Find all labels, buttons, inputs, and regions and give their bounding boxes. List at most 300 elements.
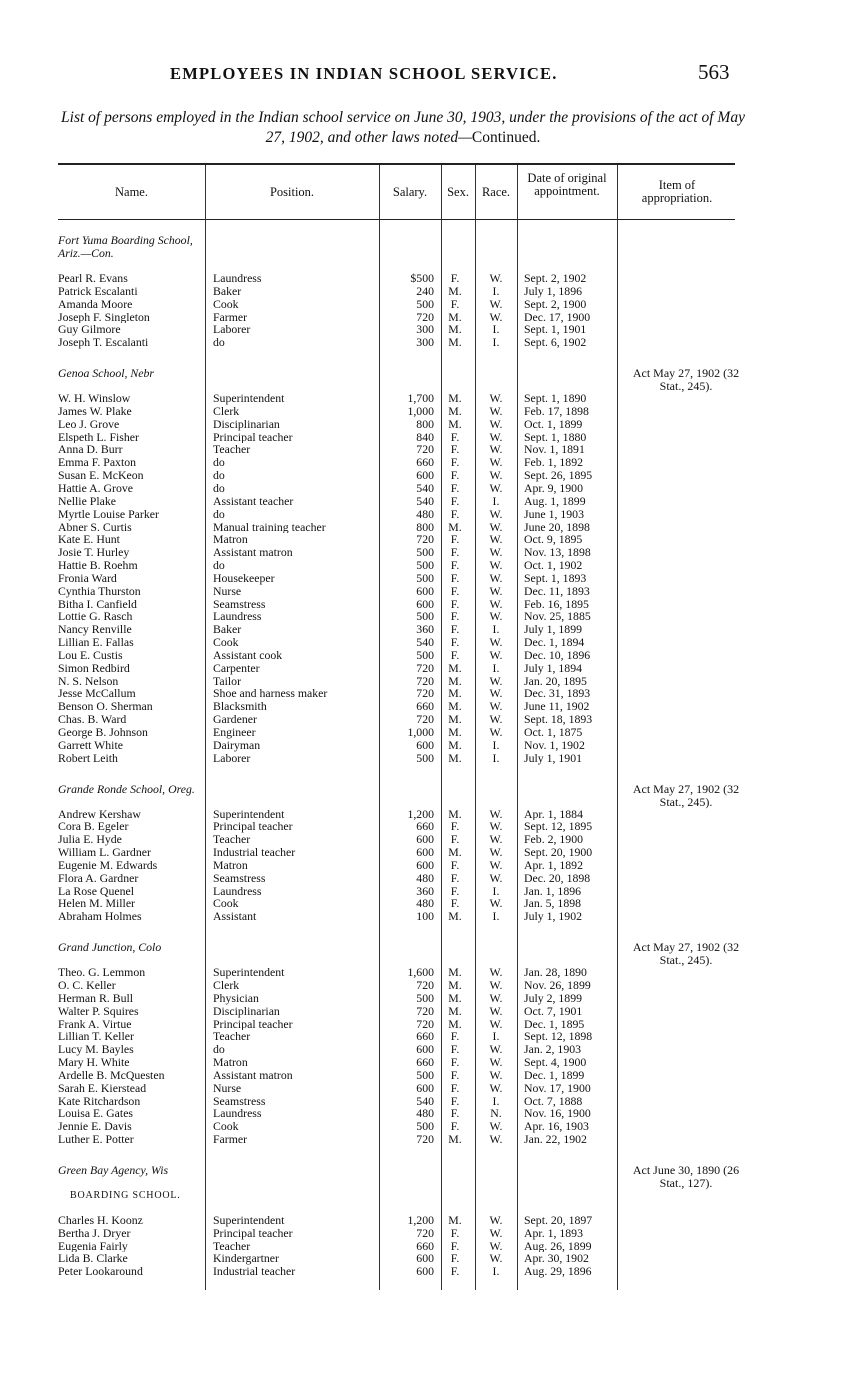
employee-salary: 540 [416,1094,434,1108]
table-row [58,992,748,1005]
section-heading [58,940,748,968]
employee-race: W. [489,674,503,688]
employee-position: Nurse [213,584,242,598]
employee-race: W. [489,520,503,534]
appointment-date: July 1, 1901 [524,751,583,765]
employee-name: La Rose Quenel [58,884,135,898]
employee-sex: F. [450,1081,460,1095]
employee-position: do [213,469,225,482]
appointment-date: July 2, 1899 [524,991,583,1005]
employee-sex: F. [450,610,460,624]
employee-race: W. [489,871,503,885]
column-header-item: Item of appropriation. [641,178,713,205]
column-header-race: Race. [481,185,511,199]
appointment-date: Oct. 7, 1888 [524,1094,583,1108]
table-row [58,392,748,405]
employee-salary: 300 [416,336,434,350]
employee-salary: 720 [416,978,434,992]
table-row [58,623,748,636]
employee-position: Laundress [213,884,262,898]
employee-salary: 1,200 [407,807,434,821]
table-row [58,1240,748,1253]
table-row [58,311,748,324]
employee-sex: F. [450,1068,460,1082]
employee-name: Simon Redbird [58,661,130,675]
employee-sex: F. [450,1043,460,1057]
employee-name: Eugenie M. Edwards [58,858,158,872]
appointment-date: Apr. 16, 1903 [524,1120,589,1134]
table-row [58,456,748,469]
employee-name: Fronia Ward [58,571,117,585]
employee-sex: F. [450,1094,460,1108]
employee-race: I. [492,738,500,752]
employee-position: Disciplinarian [213,1004,280,1018]
employee-salary: 660 [416,1030,434,1044]
employee-name: Frank A. Virtue [58,1017,132,1031]
appointment-date: Nov. 16, 1900 [524,1107,591,1121]
table-row [58,979,748,992]
appointment-date: Dec. 31, 1893 [524,687,591,701]
table-row [58,508,748,521]
employee-salary: 1,000 [407,404,434,418]
employee-race: W. [489,858,503,872]
employee-race: W. [489,597,503,611]
employee-position: Cook [213,897,239,911]
table-row [58,443,748,456]
employee-name: Susan E. McKeon [58,469,144,482]
section-title: Grand Junction, Colo [58,940,162,955]
employee-race: W. [489,481,503,495]
employee-race: W. [489,272,503,285]
section-title: Green Bay Agency, Wis [58,1162,169,1177]
column-header-date: Date of original appointment. [527,171,607,198]
employee-position: Matron [213,1056,248,1069]
employee-salary: 480 [416,1107,434,1121]
appointment-date: Sept. 1, 1901 [524,323,587,337]
employee-position: do [213,456,225,470]
appointment-date: Sept. 12, 1898 [524,1030,593,1044]
employee-name: Herman R. Bull [58,991,134,1005]
appointment-date: Nov. 13, 1898 [524,546,591,560]
employee-salary: 600 [416,1265,434,1279]
employee-salary: 500 [416,610,434,624]
employee-name: Hattie B. Roehm [58,559,138,572]
employee-salary: 1,600 [407,966,434,979]
employee-position: Housekeeper [213,571,275,585]
employee-sex: M. [448,991,462,1005]
column-header-sex: Sex. [447,185,469,199]
employee-salary: 100 [416,910,434,924]
employee-position: Clerk [213,978,240,992]
employee-name: Nellie Plake [58,494,116,508]
employee-race: I. [492,751,500,765]
employee-name: Walter P. Squires [58,1004,139,1018]
employee-sex: M. [448,392,462,405]
employee-salary: 600 [416,469,434,482]
employee-position: Manual training teacher [213,520,326,534]
employee-name: Robert Leith [58,751,118,765]
appointment-date: Jan. 2, 1903 [524,1043,582,1057]
employee-name: Jennie E. Davis [58,1120,132,1134]
appointment-date: July 1, 1899 [524,623,583,637]
employee-name: Lou E. Custis [58,648,123,662]
employee-name: Sarah E. Kierstead [58,1081,147,1095]
employee-salary: 720 [416,1133,434,1146]
employee-race: W. [489,846,503,859]
employee-salary: 720 [416,713,434,726]
employee-salary: 500 [416,559,434,572]
table-row [58,1107,748,1120]
employee-position: Assistant teacher [213,494,294,508]
employee-sex: F. [450,481,460,495]
appointment-date: Sept. 18, 1893 [524,713,593,726]
appointment-date: Feb. 1, 1892 [524,456,583,470]
employee-race: W. [489,533,503,547]
section-title: Fort Yuma Boarding School, Ariz.—Con. [58,233,193,260]
appointment-date: Oct. 9, 1895 [524,533,583,547]
employee-name: Flora A. Gardner [58,871,139,885]
employee-salary: 660 [416,820,434,834]
employee-salary: 600 [416,597,434,611]
employee-name: Lillian E. Fallas [58,636,134,649]
table-row [58,636,748,649]
employee-race: I. [492,1094,500,1108]
table-row [58,272,748,285]
employee-name: Hattie A. Grove [58,481,134,495]
table-row [58,859,748,872]
appointment-date: Nov. 1, 1891 [524,443,585,457]
employee-race: W. [489,1004,503,1018]
table-row [58,872,748,885]
appointment-date: Jan. 22, 1902 [524,1133,587,1146]
employee-sex: M. [448,726,462,739]
appointment-date: Sept. 2, 1900 [524,297,587,311]
employee-position: Seamstress [213,597,266,611]
employee-salary: 600 [416,846,434,859]
employee-position: Teacher [213,1030,251,1044]
employee-table [58,234,748,1278]
table-row [58,1265,748,1278]
employee-sex: F. [450,884,460,898]
section-title: Grande Ronde School, Oreg. [58,781,195,796]
employee-position: Dairyman [213,738,261,752]
employee-salary: 720 [416,533,434,547]
appointment-date: Nov. 25, 1885 [524,610,591,624]
section-gap [58,260,748,272]
table-row [58,726,748,739]
appointment-date: Sept. 12, 1895 [524,820,593,834]
table-row [58,585,748,598]
employee-name: Bitha I. Canfield [58,597,137,611]
employee-salary: 800 [416,520,434,534]
employee-race: W. [489,507,503,521]
table-row [58,713,748,726]
employee-sex: M. [448,417,462,431]
employee-sex: F. [450,636,460,649]
appointment-date: Sept. 1, 1893 [524,571,587,585]
employee-name: Theo. G. Lemmon [58,966,146,979]
employee-salary: 240 [416,284,434,298]
employee-salary: 360 [416,623,434,637]
employee-position: Seamstress [213,1094,266,1108]
section-heading [58,234,748,260]
employee-sex: F. [450,571,460,585]
section-title: Genoa School, Nebr [58,366,154,381]
employee-name: Eugenia Fairly [58,1239,128,1253]
employee-race: W. [489,404,503,418]
employee-position: Cook [213,1120,239,1134]
employee-position: Assistant cook [213,648,283,662]
appointment-date: June 20, 1898 [524,520,590,534]
appointment-date: Apr. 1, 1893 [524,1226,583,1240]
employee-race: W. [489,443,503,457]
employee-position: do [213,559,225,572]
appointment-date: Sept. 1, 1890 [524,392,587,405]
appropriation-note: Act May 27, 1902 (32 Stat., 245). [632,781,740,809]
employee-salary: 540 [416,481,434,495]
table-row [58,1214,748,1227]
appointment-date: Sept. 20, 1900 [524,846,593,859]
appointment-date: Jan. 1, 1896 [524,884,582,898]
employee-position: Teacher [213,443,251,457]
employee-name: O. C. Keller [58,978,116,992]
appointment-date: Aug. 29, 1896 [524,1265,592,1279]
column-header-position: Position. [269,185,315,199]
table-row [58,910,748,923]
employee-position: Assistant matron [213,1068,293,1082]
table-row [58,298,748,311]
table-row [58,533,748,546]
employee-race: I. [492,1030,500,1044]
employee-position: Laundress [213,1107,262,1121]
employee-sex: F. [450,897,460,911]
table-header-rule [58,219,735,220]
table-row [58,482,748,495]
employee-position: Industrial teacher [213,1265,296,1279]
employee-name: Kate Ritchardson [58,1094,141,1108]
employee-race: W. [489,392,503,405]
employee-sex: M. [448,336,462,350]
section-gap [58,923,748,941]
table-row [58,1082,748,1095]
table-row [58,546,748,559]
table-row [58,610,748,623]
appointment-date: Sept. 4, 1900 [524,1056,587,1069]
employee-salary: 480 [416,507,434,521]
table-row [58,675,748,688]
employee-name: Guy Gilmore [58,323,121,337]
employee-sex: F. [450,833,460,847]
table-row [58,820,748,833]
intro-continued: Continued. [471,129,541,146]
employee-race: I. [492,336,500,350]
employee-position: Farmer [213,1133,248,1146]
employee-sex: M. [448,674,462,688]
employee-race: W. [489,1043,503,1057]
employee-race: W. [489,310,503,324]
employee-position: Principal teacher [213,430,293,444]
employee-salary: 1,200 [407,1213,434,1227]
appointment-date: Oct. 1, 1899 [524,417,583,431]
employee-sex: M. [448,1133,462,1146]
appointment-date: June 11, 1902 [524,700,590,714]
employee-name: George B. Johnson [58,726,148,739]
employee-sex: F. [450,1107,460,1121]
employee-position: Principal teacher [213,1017,293,1031]
employee-race: W. [489,1213,503,1227]
employee-salary: 600 [416,858,434,872]
table-row [58,966,748,979]
table-row [58,833,748,846]
employee-race: W. [489,417,503,431]
table-row [58,1252,748,1265]
employee-position: Industrial teacher [213,846,296,859]
employee-salary: 720 [416,674,434,688]
employee-sex: F. [450,507,460,521]
section-heading [58,366,748,394]
employee-sex: M. [448,966,462,979]
employee-name: Julia E. Hyde [58,833,122,847]
employee-salary: 360 [416,884,434,898]
employee-salary: 720 [416,310,434,324]
appropriation-note: Act May 27, 1902 (32 Stat., 245). [632,366,740,394]
appointment-date: Dec. 11, 1893 [524,584,590,598]
employee-salary: 500 [416,1120,434,1134]
employee-position: Laborer [213,323,251,337]
employee-sex: F. [450,443,460,457]
employee-name: Lillian T. Keller [58,1030,134,1044]
employee-sex: F. [450,533,460,547]
table-row [58,752,748,765]
table-row [58,897,748,910]
employee-position: Superintendent [213,1213,285,1227]
employee-position: do [213,481,225,495]
employee-race: W. [489,1120,503,1134]
employee-name: Cora B. Egeler [58,820,129,834]
employee-sex: F. [450,584,460,598]
employee-position: Principal teacher [213,1226,293,1240]
section-heading [58,1162,748,1190]
table-row [58,469,748,482]
employee-sex: F. [450,1030,460,1044]
employee-salary: 500 [416,751,434,765]
employee-race: W. [489,546,503,560]
employee-salary: 800 [416,417,434,431]
employee-race: I. [492,884,500,898]
employee-sex: M. [448,1004,462,1018]
appointment-date: Dec. 20, 1898 [524,871,591,885]
employee-position: do [213,507,225,521]
appointment-date: Feb. 16, 1895 [524,597,589,611]
appointment-date: Oct. 1, 1875 [524,726,583,739]
employee-name: Benson O. Sherman [58,700,153,714]
employee-name: Jesse McCallum [58,687,136,701]
employee-salary: 500 [416,991,434,1005]
employee-position: Engineer [213,726,256,739]
table-row [58,808,748,821]
employee-sex: F. [450,272,460,285]
employee-race: W. [489,297,503,311]
employee-name: Luther E. Potter [58,1133,134,1146]
section-subtitle: BOARDING SCHOOL. [70,1189,181,1201]
employee-race: W. [489,1226,503,1240]
table-row [58,1120,748,1133]
employee-sex: F. [450,469,460,482]
employee-salary: 660 [416,700,434,714]
table-row [58,285,748,298]
appointment-date: Jan. 28, 1890 [524,966,587,979]
employee-name: Amanda Moore [58,297,133,311]
employee-position: Clerk [213,404,240,418]
employee-race: I. [492,284,500,298]
table-row [58,572,748,585]
employee-sex: F. [450,858,460,872]
employee-position: Teacher [213,833,251,847]
page-number: 563 [698,60,730,84]
employee-salary: 720 [416,1017,434,1031]
employee-sex: F. [450,297,460,311]
employee-position: Laundress [213,610,262,624]
employee-race: W. [489,833,503,847]
table-row [58,559,748,572]
appointment-date: Feb. 17, 1898 [524,404,589,418]
table-row [58,323,748,336]
employee-salary: 540 [416,636,434,649]
table-row [58,846,748,859]
appointment-date: Sept. 6, 1902 [524,336,587,350]
employee-race: W. [489,687,503,701]
employee-name: Peter Lookaround [58,1265,143,1279]
employee-salary: 480 [416,897,434,911]
employee-sex: F. [450,597,460,611]
employee-race: I. [492,910,500,924]
employee-sex: M. [448,713,462,726]
table-row [58,739,748,752]
employee-sex: M. [448,661,462,675]
employee-salary: 720 [416,687,434,701]
employee-sex: M. [448,807,462,821]
employee-sex: M. [448,404,462,418]
employee-race: W. [489,1081,503,1095]
employee-name: Elspeth L. Fisher [58,430,139,444]
employee-race: W. [489,991,503,1005]
table-row [58,1095,748,1108]
appointment-date: Nov. 1, 1902 [524,738,585,752]
employee-position: Cook [213,297,239,311]
employee-race: W. [489,820,503,834]
appointment-date: Sept. 20, 1897 [524,1213,593,1227]
appointment-date: Apr. 9, 1900 [524,481,583,495]
employee-race: W. [489,978,503,992]
appointment-date: Dec. 1, 1899 [524,1068,585,1082]
employee-sex: F. [450,820,460,834]
employee-salary: 660 [416,456,434,470]
employee-salary: 720 [416,1004,434,1018]
employee-name: Leo J. Grove [58,417,120,431]
employee-position: Nurse [213,1081,242,1095]
employee-name: Cynthia Thurston [58,584,141,598]
employee-sex: M. [448,1213,462,1227]
employee-sex: F. [450,546,460,560]
appointment-date: Dec. 1, 1895 [524,1017,585,1031]
employee-sex: M. [448,520,462,534]
employee-position: Baker [213,623,242,637]
employee-name: Josie T. Hurley [58,546,130,560]
employee-name: Pearl R. Evans [58,272,128,285]
table-row [58,687,748,700]
employee-name: Ardelle B. McQuesten [58,1068,165,1082]
appointment-date: July 1, 1896 [524,284,583,298]
